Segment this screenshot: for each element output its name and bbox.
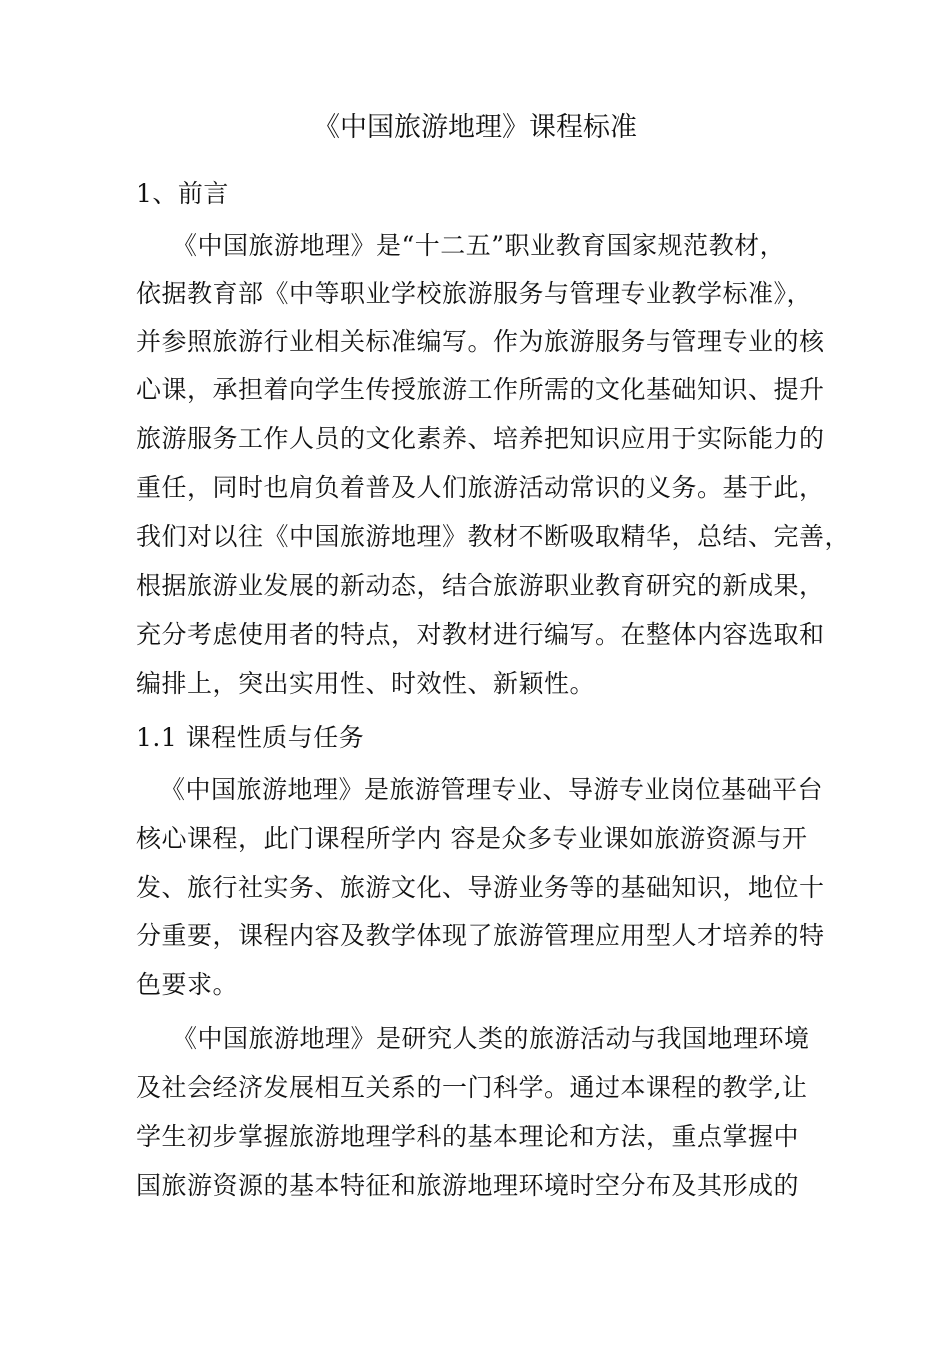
paragraph-line: 心课，承担着向学生传授旅游工作所需的文化基础知识、提升 bbox=[136, 375, 825, 404]
paragraph-line: 重任，同时也肩负着普及人们旅游活动常识的义务。基于此， bbox=[136, 473, 825, 502]
paragraph-line: 发、旅行社实务、旅游文化、导游业务等的基础知识，地位十 bbox=[136, 873, 825, 902]
paragraph-line: 并参照旅游行业相关标准编写。作为旅游服务与管理专业的核 bbox=[136, 327, 825, 356]
paragraph-line: 《中国旅游地理》是“十二五”职业教育国家规范教材， bbox=[172, 231, 786, 260]
paragraph-line: 编排上，突出实用性、时效性、新颖性。 bbox=[136, 669, 596, 698]
paragraph-line: 分重要，课程内容及教学体现了旅游管理应用型人才培养的特 bbox=[136, 921, 825, 950]
paragraph-line: 《中国旅游地理》是研究人类的旅游活动与我国地理环境 bbox=[172, 1024, 810, 1053]
paragraph-line: 充分考虑使用者的特点，对教材进行编写。在整体内容选取和 bbox=[136, 620, 825, 649]
paragraph-line: 国旅游资源的基本特征和旅游地理环境时空分布及其形成的 bbox=[136, 1171, 800, 1200]
section-heading-course-nature: 1.1 课程性质与任务 bbox=[136, 723, 365, 752]
paragraph-line: 根据旅游业发展的新动态，结合旅游职业教育研究的新成果， bbox=[136, 571, 825, 600]
paragraph-line: 色要求。 bbox=[136, 970, 239, 999]
section-heading-preface: 1、前言 bbox=[136, 179, 229, 208]
paragraph-line: 及社会经济发展相互关系的一门科学。通过本课程的教学,让 bbox=[136, 1073, 808, 1102]
paragraph-line: 依据教育部《中等职业学校旅游服务与管理专业教学标准》， bbox=[136, 279, 813, 308]
paragraph-line: 学生初步掌握旅游地理学科的基本理论和方法，重点掌握中 bbox=[136, 1122, 800, 1151]
document-title: 《中国旅游地理》课程标准 bbox=[313, 112, 637, 143]
paragraph-line: 核心课程，此门课程所学内 容是众多专业课如旅游资源与开 bbox=[136, 824, 808, 853]
paragraph-line: 旅游服务工作人员的文化素养、培养把知识应用于实际能力的 bbox=[136, 424, 825, 453]
paragraph-line: 我们对以往《中国旅游地理》教材不断吸取精华，总结、完善， bbox=[136, 522, 851, 551]
paragraph-line: 《中国旅游地理》是旅游管理专业、导游专业岗位基础平台 bbox=[160, 775, 824, 804]
